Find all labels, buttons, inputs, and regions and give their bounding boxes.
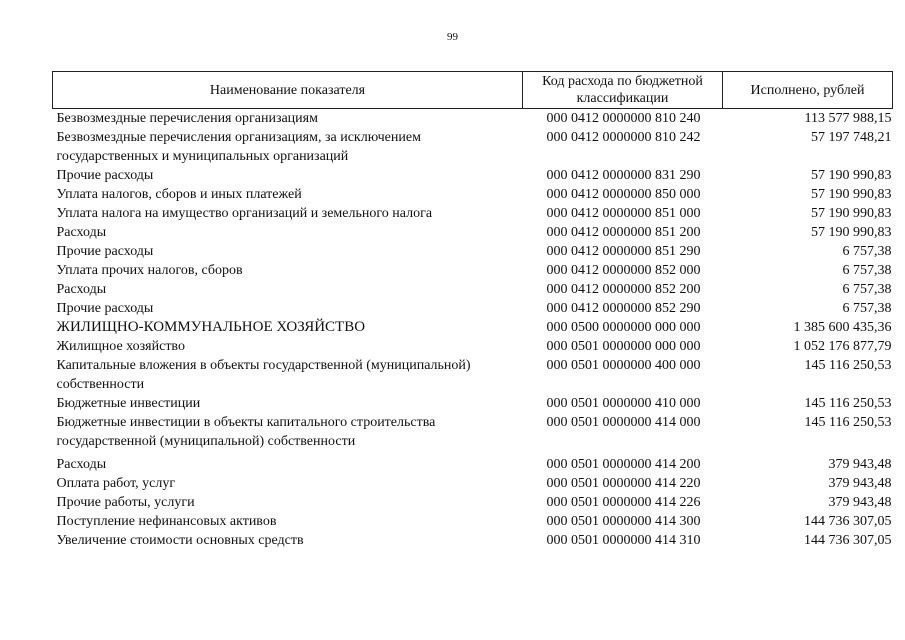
table-row (53, 531, 893, 550)
row-name: Расходы (56, 282, 107, 297)
page-number: 99 (447, 31, 458, 43)
row-amount: 145 116 250,53 (804, 396, 892, 411)
row-code: 000 0501 0000000 000 000 (546, 339, 701, 354)
table-row (53, 185, 893, 204)
row-name: Безвозмездные перечисления организациям, за исключением государственных и муниципальных организаций (56, 130, 421, 164)
row-amount: 57 190 990,83 (811, 206, 892, 221)
table-row (53, 299, 893, 318)
row-amount: 57 197 748,21 (811, 130, 892, 145)
row-name: Уплата налога на имущество организаций и земельного налога (56, 206, 433, 221)
row-amount: 144 736 307,05 (804, 514, 892, 529)
header-name: Наименование показателя (53, 72, 523, 109)
row-amount: 145 116 250,53 (804, 358, 892, 373)
row-amount: 379 943,48 (828, 476, 892, 491)
table-row (53, 493, 893, 512)
header-code: Код расхода по бюджетной классификации (523, 72, 723, 109)
row-code: 000 0412 0000000 810 242 (546, 130, 701, 145)
table-row (53, 337, 893, 356)
row-amount: 6 757,38 (842, 282, 892, 297)
row-amount: 379 943,48 (828, 495, 892, 510)
row-amount: 145 116 250,53 (804, 415, 892, 430)
row-amount: 57 190 990,83 (811, 225, 892, 240)
row-code: 000 0412 0000000 810 240 (546, 111, 701, 126)
row-name: Прочие расходы (56, 244, 154, 259)
row-code: 000 0500 0000000 000 000 (546, 320, 701, 335)
row-code: 000 0412 0000000 851 000 (546, 206, 701, 221)
row-amount: 6 757,38 (842, 244, 892, 259)
row-code: 000 0501 0000000 414 310 (546, 533, 701, 548)
row-code: 000 0412 0000000 852 200 (546, 282, 701, 297)
row-name: Прочие расходы (56, 168, 154, 183)
table-header (53, 72, 893, 109)
row-code: 000 0412 0000000 852 000 (546, 263, 701, 278)
table-row (53, 451, 893, 474)
row-name: Капитальные вложения в объекты государственной (муниципальной) собственности (56, 358, 471, 392)
row-name: Безвозмездные перечисления организациям (56, 111, 318, 126)
row-name: Расходы (56, 225, 107, 240)
row-code: 000 0501 0000000 414 200 (546, 457, 701, 472)
table-row (53, 280, 893, 299)
table-row (53, 166, 893, 185)
expenditure-table (52, 71, 893, 550)
row-name: ЖИЛИЩНО-КОММУНАЛЬНОЕ ХОЗЯЙСТВО (56, 319, 366, 335)
row-name: Расходы (56, 457, 107, 472)
table-row (53, 394, 893, 413)
row-code: 000 0501 0000000 414 220 (546, 476, 701, 491)
row-name: Уплата налогов, сборов и иных платежей (56, 187, 302, 202)
table-row (53, 512, 893, 531)
row-name: Прочие работы, услуги (56, 495, 195, 510)
table-row (53, 356, 893, 394)
row-code: 000 0501 0000000 410 000 (546, 396, 701, 411)
table-row (53, 474, 893, 493)
row-name: Увеличение стоимости основных средств (56, 533, 304, 548)
header-amount: Исполнено, рублей (723, 72, 893, 109)
table-row (53, 261, 893, 280)
row-code: 000 0501 0000000 414 000 (546, 415, 701, 430)
row-name: Бюджетные инвестиции (56, 396, 201, 411)
row-code: 000 0501 0000000 414 226 (546, 495, 701, 510)
row-code: 000 0501 0000000 400 000 (546, 358, 701, 373)
row-code: 000 0412 0000000 851 200 (546, 225, 701, 240)
table-body (53, 109, 893, 551)
row-code: 000 0412 0000000 851 290 (546, 244, 701, 259)
row-code: 000 0412 0000000 831 290 (546, 168, 701, 183)
row-amount: 144 736 307,05 (804, 533, 892, 548)
row-amount: 57 190 990,83 (811, 187, 892, 202)
table-row (53, 128, 893, 166)
table-row-section (53, 318, 893, 337)
row-name: Прочие расходы (56, 301, 154, 316)
row-code: 000 0412 0000000 852 290 (546, 301, 701, 316)
table-row (53, 204, 893, 223)
row-name: Жилищное хозяйство (56, 339, 185, 354)
row-code: 000 0501 0000000 414 300 (546, 514, 701, 529)
row-name: Поступление нефинансовых активов (56, 514, 277, 529)
row-amount: 379 943,48 (828, 457, 892, 472)
row-amount: 1 385 600 435,36 (793, 320, 892, 335)
header-row (53, 72, 893, 109)
table-row (53, 109, 893, 129)
row-name: Бюджетные инвестиции в объекты капитального строительства государственной (муниципальной) собственности (56, 415, 436, 449)
row-amount: 6 757,38 (842, 263, 892, 278)
row-name: Оплата работ, услуг (56, 476, 176, 491)
row-name: Уплата прочих налогов, сборов (56, 263, 243, 278)
row-code: 000 0412 0000000 850 000 (546, 187, 701, 202)
row-amount: 1 052 176 877,79 (793, 339, 892, 354)
table-row (53, 242, 893, 261)
table-row (53, 413, 893, 451)
row-amount: 57 190 990,83 (811, 168, 892, 183)
table-row (53, 223, 893, 242)
row-amount: 113 577 988,15 (804, 111, 892, 126)
row-amount: 6 757,38 (842, 301, 892, 316)
